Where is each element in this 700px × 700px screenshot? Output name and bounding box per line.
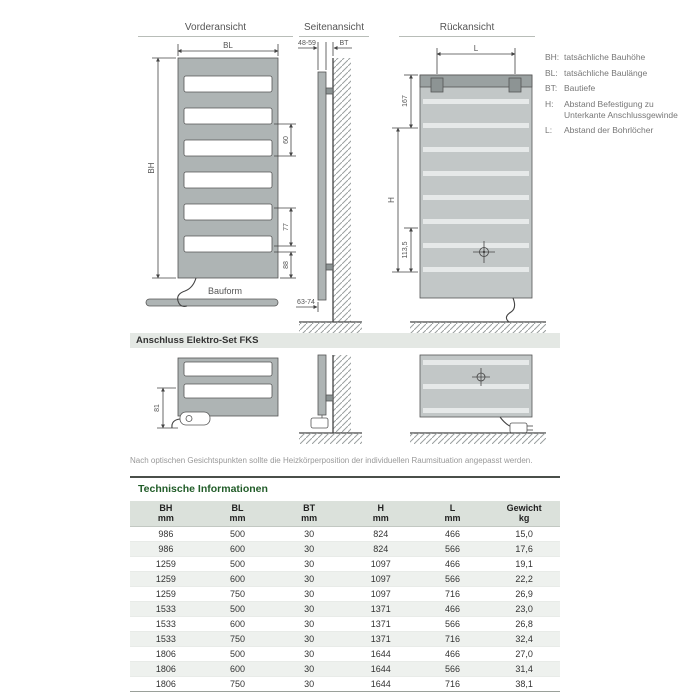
legend-term: BH: (545, 52, 560, 62)
rear-view-heading: Rückansicht (399, 22, 535, 37)
table-cell: 500 (202, 527, 274, 542)
table-cell: 566 (417, 617, 489, 632)
table-row (130, 527, 560, 542)
dim-l-label: L (473, 44, 479, 53)
table-row (130, 587, 560, 602)
dim-81-label: 81 (154, 404, 161, 412)
table-cell: 986 (130, 527, 202, 542)
dim-113-5-label: 113,5 (402, 241, 409, 259)
fks-control-unit (180, 412, 210, 425)
table-cell: 19,1 (488, 557, 560, 572)
table-cell: 31,4 (488, 662, 560, 677)
table-cell: 986 (130, 542, 202, 557)
table-row (130, 617, 560, 632)
rear-power-cable (506, 298, 514, 322)
table-row (130, 542, 560, 557)
dim-bt-label: BT (339, 40, 349, 47)
column-header-bl: BL mm (202, 501, 274, 527)
elektro-side-drawing (299, 355, 362, 444)
table-cell: 466 (417, 527, 489, 542)
table-cell: 30 (273, 542, 345, 557)
technical-information-section (130, 476, 560, 692)
table-cell: 1259 (130, 557, 202, 572)
fks-control-unit-side (311, 418, 328, 428)
legend-desc: Abstand der Bohrlöcher (564, 125, 654, 136)
legend-desc: Bautiefe (564, 83, 596, 94)
floor-hatch (410, 322, 546, 333)
table-cell: 466 (417, 647, 489, 662)
table-cell: 30 (273, 677, 345, 692)
table-cell: 600 (202, 542, 274, 557)
table-cell: 1806 (130, 662, 202, 677)
table-row (130, 662, 560, 677)
table-cell: 1806 (130, 677, 202, 692)
wall-hatch (333, 355, 351, 433)
floor-hatch (299, 322, 362, 333)
legend-item-h (545, 99, 690, 120)
table-cell: 1806 (130, 647, 202, 662)
table-cell: 500 (202, 647, 274, 662)
floor-hatch (410, 433, 546, 444)
dim-77-label: 77 (283, 223, 290, 231)
legend-item-bt (545, 83, 690, 94)
table-cell: 1371 (345, 602, 417, 617)
table-cell: 30 (273, 572, 345, 587)
table-cell: 1533 (130, 617, 202, 632)
table-cell: 1533 (130, 602, 202, 617)
table-cell: 30 (273, 527, 345, 542)
table-cell: 600 (202, 572, 274, 587)
table-cell: 1644 (345, 662, 417, 677)
table-cell: 27,0 (488, 647, 560, 662)
table-cell: 1644 (345, 647, 417, 662)
elektro-front-drawing (154, 358, 278, 428)
table-cell: 750 (202, 632, 274, 647)
table-cell: 1097 (345, 557, 417, 572)
table-cell: 23,0 (488, 602, 560, 617)
table-cell: 500 (202, 602, 274, 617)
table-cell: 30 (273, 602, 345, 617)
table-cell: 1259 (130, 572, 202, 587)
table-cell: 30 (273, 557, 345, 572)
table-cell: 1097 (345, 572, 417, 587)
table-cell: 1371 (345, 632, 417, 647)
legend-term: BT: (545, 83, 558, 94)
table-cell: 30 (273, 617, 345, 632)
legend-term: L: (545, 125, 553, 136)
bauform-label: Bauform (207, 286, 243, 296)
legend-desc: tatsächliche Bauhöhe (564, 52, 646, 62)
table-cell: 17,6 (488, 542, 560, 557)
side-view-drawing (296, 40, 362, 333)
wall-hatch (333, 58, 351, 322)
table-cell: 500 (202, 557, 274, 572)
table-row (130, 602, 560, 617)
table-row (130, 647, 560, 662)
floor-hatch (299, 433, 362, 444)
table-cell: 30 (273, 647, 345, 662)
table-row (130, 632, 560, 647)
dimension-legend (545, 52, 690, 141)
dim-63-74-label: 63-74 (297, 299, 315, 306)
table-cell: 30 (273, 587, 345, 602)
table-cell: 22,2 (488, 572, 560, 587)
legend-item-l (545, 125, 690, 136)
elektro-set-section-header: Anschluss Elektro-Set FKS (130, 333, 560, 348)
positioning-note: Nach optischen Gesichtspunkten sollte die Heizkörperposition der individuellen Raumsituation angepasst werden. (130, 456, 533, 465)
table-cell: 15,0 (488, 527, 560, 542)
front-view-heading: Vorderansicht (138, 22, 293, 37)
table-row (130, 557, 560, 572)
column-header-bh: BH mm (130, 501, 202, 527)
front-view-drawing (146, 41, 296, 306)
table-cell: 716 (417, 587, 489, 602)
table-cell: 26,9 (488, 587, 560, 602)
table-cell: 1644 (345, 677, 417, 692)
table-cell: 716 (417, 677, 489, 692)
bauform-top-view (146, 299, 278, 306)
table-cell: 750 (202, 587, 274, 602)
table-cell: 1097 (345, 587, 417, 602)
legend-term: H: (545, 98, 554, 109)
legend-desc: Abstand Befestigung zu Unterkante Anschlussgewinde (564, 98, 678, 120)
table-cell: 824 (345, 542, 417, 557)
technical-data-table (130, 501, 560, 692)
column-header-bt: BT mm (273, 501, 345, 527)
table-cell: 32,4 (488, 632, 560, 647)
table-cell: 38,1 (488, 677, 560, 692)
column-header-l: L mm (417, 501, 489, 527)
dim-h-label: H (387, 197, 396, 203)
table-cell: 600 (202, 617, 274, 632)
table-cell: 566 (417, 572, 489, 587)
column-header-gewicht: Gewicht kg (488, 501, 560, 527)
table-cell: 566 (417, 542, 489, 557)
table-cell: 30 (273, 632, 345, 647)
table-cell: 1371 (345, 617, 417, 632)
table-cell: 1533 (130, 632, 202, 647)
dim-88-label: 88 (283, 261, 290, 269)
dim-167-label: 167 (402, 95, 409, 107)
table-header-row (130, 501, 560, 527)
table-cell: 750 (202, 677, 274, 692)
mains-plug-icon (510, 423, 527, 433)
table-cell: 600 (202, 662, 274, 677)
dim-48-59-label: 48-59 (298, 40, 316, 47)
legend-term: BL: (545, 67, 558, 78)
table-cell: 716 (417, 632, 489, 647)
table-cell: 824 (345, 527, 417, 542)
table-cell: 1259 (130, 587, 202, 602)
table-cell: 30 (273, 662, 345, 677)
column-header-h: H mm (345, 501, 417, 527)
table-cell: 466 (417, 557, 489, 572)
dim-bl-label: BL (223, 41, 233, 50)
table-cell: 566 (417, 662, 489, 677)
rear-view-drawing (387, 44, 546, 333)
table-cell: 466 (417, 602, 489, 617)
dim-60-label: 60 (283, 136, 290, 144)
legend-desc: tatsächliche Baulänge (564, 67, 648, 78)
table-row (130, 677, 560, 692)
legend-item-bh (545, 52, 690, 63)
side-view-heading: Seitenansicht (299, 22, 369, 37)
air-vent-icon (483, 251, 485, 253)
table-title: Technische Informationen (130, 476, 560, 501)
elektro-rear-drawing (410, 355, 546, 444)
legend-item-bl (545, 68, 690, 79)
dim-bh-label: BH (147, 162, 156, 174)
table-row (130, 572, 560, 587)
table-cell: 26,8 (488, 617, 560, 632)
